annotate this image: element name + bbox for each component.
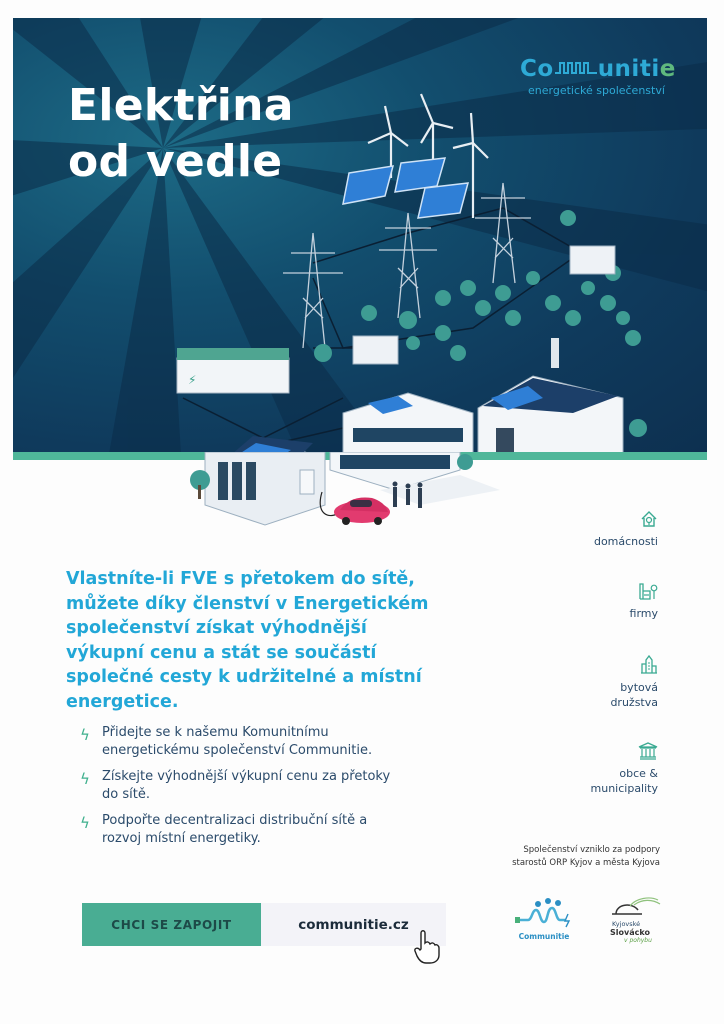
join-button[interactable]: CHCI SE ZAPOJIT <box>82 903 261 946</box>
battery-storage <box>177 348 289 393</box>
brand-subtitle: energetické společenství <box>528 84 665 97</box>
bullet-text: Přidejte se k našemu Komunitnímu energetickému společenství Communitie. <box>102 725 373 758</box>
audience-municipalities <box>548 742 658 796</box>
audience-label: obce & municipality <box>590 767 658 795</box>
factory-tree-icon <box>638 582 658 600</box>
list-item <box>80 724 400 760</box>
audience-label: firmy <box>629 607 658 620</box>
support-line-2: starostů ORP Kyjov a města Kyjova <box>512 858 660 868</box>
kyjovske-slovacko-logo <box>606 896 670 946</box>
support-line-1: Společenství vzniklo za podpory <box>523 845 660 855</box>
benefits-list <box>80 724 400 856</box>
audience-housing-cooperatives <box>548 654 658 724</box>
svg-text:⚡: ⚡ <box>188 373 197 387</box>
communitie-partner-logo <box>514 896 574 946</box>
poster-title <box>68 78 294 190</box>
lightning-bolt-icon: ϟ <box>80 770 90 788</box>
apartment-building-icon <box>640 654 658 674</box>
wave-glyph-icon <box>554 59 598 79</box>
lightning-bolt-icon: ϟ <box>80 814 90 832</box>
audience-list <box>548 510 658 814</box>
audience-households <box>548 510 658 564</box>
hero-banner <box>13 18 707 454</box>
communitie-logo <box>520 56 676 97</box>
brand-prefix: Co <box>520 56 554 82</box>
support-note <box>500 844 660 870</box>
lightning-bolt-icon: ϟ <box>80 726 90 744</box>
call-to-action <box>82 903 446 946</box>
logo-text-line-2: Slovácko <box>610 928 650 937</box>
house-tree-icon <box>640 510 658 528</box>
audience-label: bytová družstva <box>610 681 658 709</box>
communitie-logo-text: Communitie <box>518 932 570 941</box>
lead-paragraph: Vlastníte-li FVE s přetokem do sítě, můžete díky členství v Energetickém společenství získat výhodnější výkupní cenu a stát se součástí společné cesty k udržitelné a místní energetice. <box>66 569 429 712</box>
brand-suffix: uniti <box>597 56 660 82</box>
logo-text-line-1: Kyjovské <box>612 920 641 928</box>
title-line-1: Elektřina <box>68 80 294 131</box>
hat-logo-icon <box>606 896 670 916</box>
bullet-text: Získejte výhodnější výkupní cenu za přetoky do sítě. <box>102 769 391 802</box>
list-item <box>80 768 400 804</box>
list-item <box>80 812 400 848</box>
town-hall-icon <box>638 742 658 760</box>
office-building <box>343 393 473 454</box>
bullet-text: Podpořte decentralizaci distribuční sítě a rozvoj místní energetiky. <box>102 813 368 846</box>
audience-companies <box>548 582 658 636</box>
logo-text-line-3: v pohybu <box>624 937 652 944</box>
website-link[interactable]: communitie.cz <box>261 903 446 946</box>
solar-panels <box>343 158 468 218</box>
pointing-hand-icon <box>413 929 443 965</box>
brand-last-letter: e <box>659 56 676 82</box>
substation <box>353 336 398 364</box>
factory-building <box>478 338 623 454</box>
communitie-plug-logo-icon <box>514 896 574 930</box>
audience-label: domácnosti <box>593 535 658 548</box>
title-line-2: od vedle <box>68 136 283 187</box>
